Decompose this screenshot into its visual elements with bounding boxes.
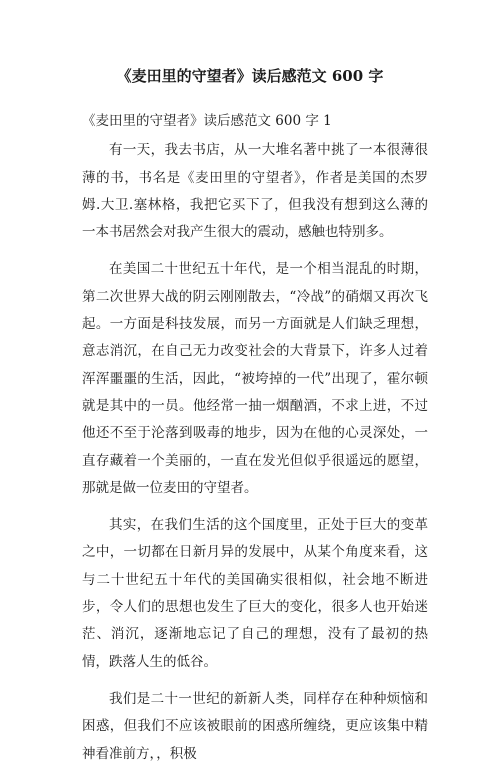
paragraph: 我们是二十一世纪的新新人类，同样存在种种烦恼和困惑，但我们不应该被眼前的困惑所缠绕，更应该集中精神看准前方，，积极 xyxy=(82,690,428,762)
paragraph: 有一天，我去书店，从一大堆名著中挑了一本很薄很薄的书，书名是《麦田里的守望者》，作者是美国的杰罗姆.大卫.塞林格，我把它买下了，但我没有想到这么薄的一本书居然会对我产生很大的震动，感触也特别多。 xyxy=(82,142,428,241)
section-subtitle: 《麦田里的守望者》读后感范文 600 字 1 xyxy=(82,113,332,129)
document-title: 《麦田里的守望者》读后感范文 600 字 xyxy=(116,67,384,85)
paragraph: 其实，在我们生活的这个国度里，正处于巨大的变革之中，一切都在日新月异的发展中，从某个角度来看，这与二十世纪五十年代的美国确实很相似，社会地不断进步，令人们的思想也发生了巨大的变化，很多人也开始迷茫、消沉，逐渐地忘记了自己的理想，没有了最初的热情，跌落人生的低谷。 xyxy=(82,517,428,670)
document-body xyxy=(82,108,428,778)
paragraph: 在美国二十世纪五十年代，是一个相当混乱的时期，第二次世界大战的阴云刚刚散去，“冷战”的硝烟又再次飞起。一方面是科技发展，而另一方面就是人们缺乏理想，意志消沉，在自己无力改变社会的大背景下，许多人过着浑浑噩噩的生活，因此，“被垮掉的一代”出现了，霍尔顿就是其中的一员。他经常一抽一烟酗酒，不求上进，不过他还不至于沦落到吸毒的地步，因为在他的心灵深处，一直存藏着一个美丽的，一直在发光但似乎很遥远的愿望，那就是做一位麦田的守望者。 xyxy=(82,261,428,496)
